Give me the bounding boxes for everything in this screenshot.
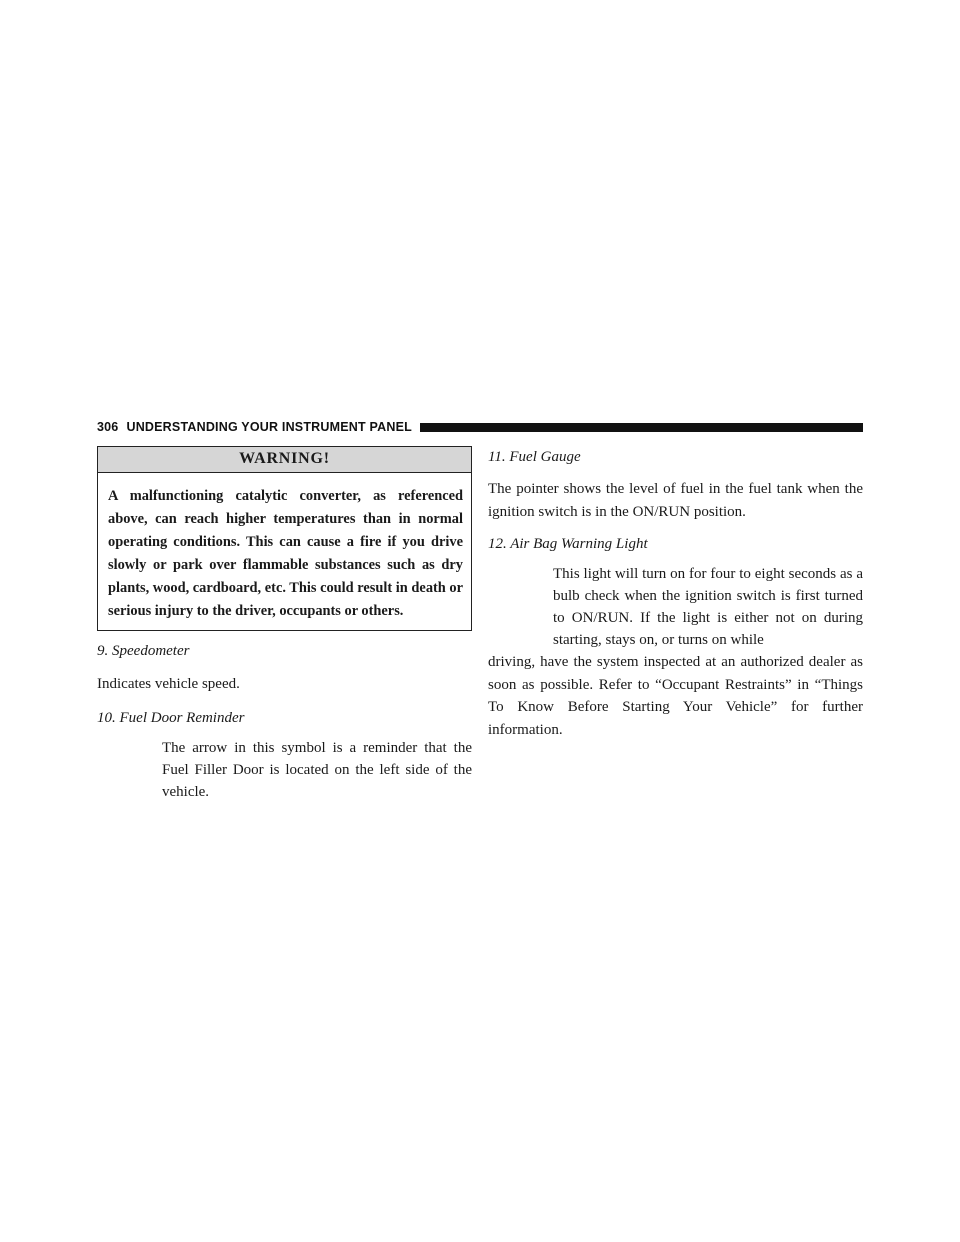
fuel-door-heading: 10. Fuel Door Reminder	[97, 709, 245, 726]
section-title: UNDERSTANDING YOUR INSTRUMENT PANEL	[126, 420, 412, 434]
air-bag-heading: 12. Air Bag Warning Light	[488, 536, 648, 552]
page-number: 306	[97, 420, 119, 434]
fuel-door-text: The arrow in this symbol is a reminder that the Fuel Filler Door is located on the left side of the vehicle.	[162, 739, 472, 800]
left-column	[97, 446, 472, 803]
speedometer-heading: 9. Speedometer	[97, 643, 190, 659]
warning-text: A malfunctioning catalytic converter, as referenced above, can reach higher temperatures than in normal operating conditions. This can cause a fire if you drive slowly or park over flammable substances such as dry plants, wood, cardboard, etc. This could result in death or serious injury to the driver, occupants or others.	[108, 488, 463, 619]
page-header	[97, 417, 863, 437]
speedometer-text: Indicates vehicle speed.	[97, 676, 240, 692]
fuel-gauge-text: The pointer shows the level of fuel in the fuel tank when the ignition switch is in the ON/RUN position.	[488, 481, 863, 520]
right-column	[488, 446, 863, 741]
air-bag-text-continued: driving, have the system inspected at an authorized dealer as soon as possible. Refer to “Occupant Restraints” in “Things To Know Before Starting Your Vehicle” for further information.	[488, 654, 863, 738]
header-rule	[420, 423, 863, 432]
air-bag-text-indented: This light will turn on for four to eight seconds as a bulb check when the ignition switch is first turned to ON/RUN. If the light is either not on during starting, stays on, or turns on while	[553, 566, 863, 648]
warning-title: WARNING!	[98, 447, 471, 473]
fuel-gauge-heading: 11. Fuel Gauge	[488, 449, 581, 465]
warning-box	[97, 446, 472, 631]
